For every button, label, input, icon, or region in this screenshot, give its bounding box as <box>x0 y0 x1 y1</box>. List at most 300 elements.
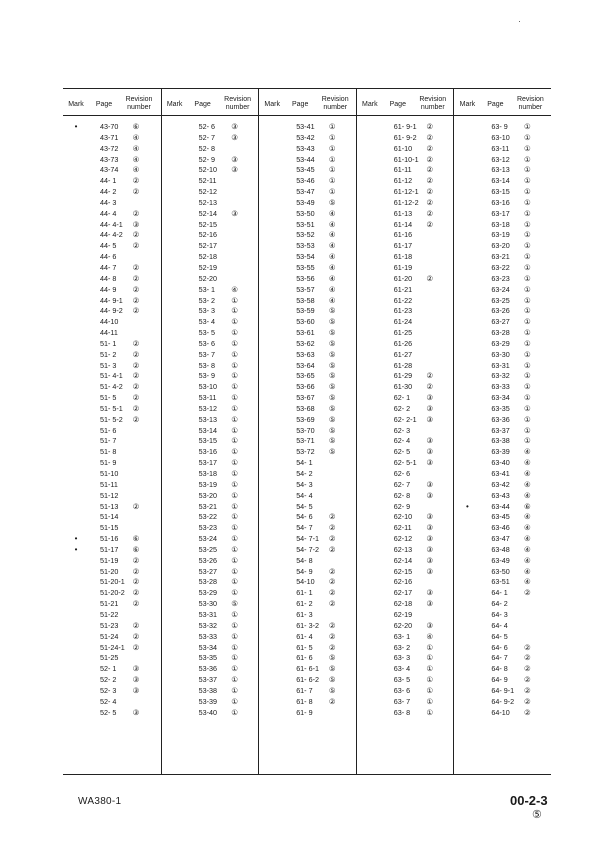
table-row <box>63 209 160 220</box>
table-row <box>357 133 454 144</box>
table-row <box>259 599 356 610</box>
page-cell: 54- 1 <box>296 458 313 468</box>
table-row <box>63 534 160 545</box>
revision-cell: ③ <box>426 534 434 544</box>
page-cell: 63-36 <box>491 414 510 424</box>
page-cell: 64- 6 <box>491 642 508 652</box>
page-cell: 51-24 <box>100 631 119 641</box>
table-row <box>162 393 259 404</box>
header-revision: Revision number <box>516 96 544 111</box>
page-cell: 52-13 <box>198 197 217 207</box>
revision-cell: ① <box>231 566 238 576</box>
page-cell: 63- 8 <box>393 707 411 717</box>
revision-cell: ④ <box>524 544 531 554</box>
header-page: Page <box>95 101 113 108</box>
table-row <box>259 241 356 252</box>
page-cell: 52-16 <box>198 230 217 240</box>
table-row <box>63 198 160 209</box>
revision-cell: ③ <box>231 122 238 131</box>
page-cell: 53-17 <box>198 458 217 468</box>
table-row <box>259 675 356 686</box>
page-cell: 62- 5 <box>393 447 411 457</box>
revision-cell: ② <box>132 360 140 370</box>
page-cell: 51- 1 <box>100 338 117 348</box>
table-row <box>454 664 551 675</box>
revision-cell: ⑤ <box>328 371 336 381</box>
page-cell: 44- 5 <box>100 241 117 251</box>
revision-cell: ③ <box>426 620 434 630</box>
header-mark: Mark <box>459 101 476 108</box>
table-row <box>357 643 454 654</box>
table-row <box>162 382 259 393</box>
page-cell: 53-22 <box>198 512 217 522</box>
revision-cell: ③ <box>231 208 238 218</box>
table-row <box>63 436 160 447</box>
page-cell: 63-20 <box>491 241 510 251</box>
table-row <box>357 382 454 393</box>
page-cell: 61- 7 <box>296 685 313 695</box>
page-cell: 63-22 <box>491 262 510 272</box>
table-column-block <box>63 88 160 774</box>
table-row <box>454 675 551 686</box>
revision-cell: ③ <box>426 447 434 457</box>
table-row <box>357 577 454 588</box>
page-cell: 63- 6 <box>393 685 411 695</box>
table-row <box>63 155 160 166</box>
page-cell: 61-16 <box>393 230 413 240</box>
page-cell: 53-20 <box>198 490 217 500</box>
revision-cell: ⑤ <box>328 360 336 370</box>
table-row <box>357 621 454 632</box>
revision-cell: ① <box>524 241 531 251</box>
table-row <box>357 491 454 502</box>
revision-cell: ② <box>328 599 336 609</box>
revision-cell: ④ <box>328 284 336 294</box>
page-cell: 64- 1 <box>491 588 508 598</box>
page-cell: 63-15 <box>491 187 510 197</box>
page-cell: 63-21 <box>491 252 510 262</box>
revision-cell: ① <box>524 219 531 229</box>
table-row <box>454 588 551 599</box>
table-row <box>454 458 551 469</box>
revision-cell: ③ <box>426 599 434 609</box>
page-cell: 53-19 <box>198 479 217 489</box>
revision-cell: ② <box>426 132 434 142</box>
revision-cell: ① <box>231 328 238 338</box>
table-row <box>63 350 160 361</box>
page-cell: 62-10 <box>393 512 413 522</box>
page-cell: 53-45 <box>296 165 315 175</box>
table-row <box>357 155 454 166</box>
table-row <box>454 632 551 643</box>
revision-cell: ② <box>132 187 140 197</box>
page-cell: 53-43 <box>296 143 315 153</box>
page-cell: 64- 9-1 <box>491 685 515 695</box>
page-cell: 54- 4 <box>296 490 313 500</box>
page-cell: 61- 5 <box>296 642 313 652</box>
page-cell: 53-26 <box>198 555 217 565</box>
page-cell: 53-56 <box>296 273 315 283</box>
table-row <box>259 534 356 545</box>
page-cell: 53-31 <box>198 609 217 619</box>
table-row <box>162 686 259 697</box>
header-revision: Revision number <box>419 96 447 111</box>
table-row <box>357 653 454 664</box>
revision-cell: ④ <box>524 566 531 576</box>
revision-cell: ② <box>328 577 336 587</box>
table-row <box>63 523 160 534</box>
page-cell: 53-46 <box>296 176 315 186</box>
table-row <box>357 220 454 231</box>
table-row <box>357 263 454 274</box>
table-row <box>63 122 160 133</box>
page-cell: 54- 3 <box>296 479 313 489</box>
table-row <box>259 230 356 241</box>
table-row <box>162 133 259 144</box>
table-row <box>454 523 551 534</box>
page-cell: 43-74 <box>100 165 119 175</box>
page-cell: 52- 4 <box>100 696 117 706</box>
page-cell: 61-10 <box>393 143 413 153</box>
table-row <box>162 122 259 133</box>
page-cell: 53- 4 <box>198 317 215 327</box>
page-cell: 52-14 <box>198 208 217 218</box>
table-row <box>454 393 551 404</box>
table-row <box>63 404 160 415</box>
table-row <box>259 653 356 664</box>
page-cell: 63-30 <box>491 349 510 359</box>
table-row <box>454 274 551 285</box>
page-cell: 52- 9 <box>198 154 215 164</box>
revision-cell: ② <box>132 642 140 652</box>
page-cell: 62- 2 <box>393 403 411 413</box>
page-cell: 53- 5 <box>198 328 215 338</box>
table-row <box>162 599 259 610</box>
revision-cell: ① <box>524 306 531 316</box>
page-cell: 52- 6 <box>198 122 215 131</box>
table-row <box>454 653 551 664</box>
page-cell: 63-49 <box>491 555 510 565</box>
revision-cell: ④ <box>524 469 531 478</box>
table-row <box>63 621 160 632</box>
page-cell: 53- 2 <box>198 295 215 305</box>
page-cell: 63-17 <box>491 208 510 218</box>
page-cell: 51-20-2 <box>100 588 125 598</box>
revision-cell: ④ <box>328 208 336 218</box>
page-cell: 53-28 <box>198 577 217 587</box>
revision-cell: ② <box>524 664 531 674</box>
page-cell: 53-12 <box>198 403 217 413</box>
page-cell: 53- 1 <box>198 284 215 294</box>
page-cell: 63- 1 <box>393 631 411 641</box>
page-cell: 53-42 <box>296 132 315 142</box>
table-row <box>259 708 356 719</box>
page-cell: 53-29 <box>198 588 217 598</box>
table-row <box>259 350 356 361</box>
table-row <box>63 382 160 393</box>
table-row <box>162 436 259 447</box>
header-revision: Revision number <box>321 96 349 111</box>
table-row <box>259 393 356 404</box>
table-row <box>63 458 160 469</box>
table-row <box>63 426 160 437</box>
footer-revision: ⑤ <box>532 809 542 821</box>
table-row <box>162 404 259 415</box>
mark-cell: • <box>465 501 469 511</box>
table-row <box>63 317 160 328</box>
revision-cell: ① <box>524 328 531 338</box>
table-row <box>357 144 454 155</box>
table-row <box>259 122 356 133</box>
table-row <box>162 339 259 350</box>
page-cell: 53-60 <box>296 317 315 327</box>
page-cell: 53-65 <box>296 371 315 381</box>
revision-cell: ② <box>328 544 336 554</box>
table-row <box>162 371 259 382</box>
table-row <box>259 133 356 144</box>
page-cell: 63-46 <box>491 523 510 533</box>
column-header <box>454 88 551 115</box>
revision-cell: ③ <box>426 393 434 403</box>
page-cell: 51- 2 <box>100 349 117 359</box>
page-cell: 62- 9 <box>393 501 411 511</box>
revision-cell: ① <box>524 273 531 283</box>
table-row <box>63 491 160 502</box>
page-cell: 53-24 <box>198 534 217 544</box>
table-row <box>357 675 454 686</box>
revision-cell: ① <box>524 371 531 381</box>
revision-cell: ① <box>524 284 531 294</box>
revision-cell: ① <box>231 642 238 652</box>
page-cell: 51-11 <box>100 479 118 489</box>
table-row <box>162 523 259 534</box>
revision-cell: ⑤ <box>328 425 336 435</box>
table-row <box>357 610 454 621</box>
column-header <box>162 88 259 115</box>
table-row <box>454 176 551 187</box>
page-cell: 61-12-2 <box>393 197 419 207</box>
revision-cell: ② <box>132 414 140 424</box>
revision-cell: ① <box>231 490 238 500</box>
revision-cell: ① <box>231 436 238 446</box>
revision-cell: ① <box>231 371 238 381</box>
table-row <box>259 512 356 523</box>
revision-cell: ① <box>524 187 531 197</box>
table-row <box>259 556 356 567</box>
page-cell: 63-42 <box>491 479 510 489</box>
table-row <box>63 567 160 578</box>
table-row <box>454 436 551 447</box>
table-row <box>259 263 356 274</box>
revision-cell: ② <box>426 208 434 218</box>
table-row <box>357 415 454 426</box>
page-cell: 44- 6 <box>100 252 117 262</box>
column-header <box>63 88 160 115</box>
page-cell: 51- 5 <box>100 393 117 403</box>
table-row <box>357 339 454 350</box>
revision-cell: ② <box>132 577 140 587</box>
revision-cell: ③ <box>426 458 434 468</box>
table-row <box>63 632 160 643</box>
revision-cell: ① <box>231 588 238 598</box>
page-cell: 63-32 <box>491 371 510 381</box>
table-row <box>63 328 160 339</box>
table-row <box>259 165 356 176</box>
page-cell: 52- 7 <box>198 132 215 142</box>
revision-cell: ① <box>328 154 336 164</box>
revision-cell: ① <box>524 252 531 262</box>
table-row <box>454 534 551 545</box>
page-cell: 61- 3 <box>296 609 313 619</box>
revision-cell: ① <box>328 132 336 142</box>
page-cell: 53-38 <box>198 685 217 695</box>
page-cell: 62- 7 <box>393 479 411 489</box>
revision-cell: ② <box>524 685 531 695</box>
page-cell: 62- 2-1 <box>393 414 417 424</box>
page-cell: 53-37 <box>198 675 217 685</box>
revision-cell: ① <box>426 696 434 706</box>
revision-cell: ① <box>231 534 238 544</box>
page-cell: 63-48 <box>491 544 510 554</box>
table-row <box>259 285 356 296</box>
revision-cell: ① <box>231 317 238 327</box>
table-row <box>259 328 356 339</box>
table-row <box>162 165 259 176</box>
header-mark: Mark <box>264 101 280 108</box>
page-cell: 51-22 <box>100 609 119 619</box>
header-mark: Mark <box>166 101 183 108</box>
revision-cell: ① <box>231 555 238 565</box>
revision-cell: ② <box>132 403 140 413</box>
page-cell: 51- 4-1 <box>100 371 123 381</box>
page-cell: 53-36 <box>198 664 217 674</box>
revision-cell: ① <box>328 165 336 175</box>
revision-cell: ① <box>231 403 238 413</box>
table-row <box>454 198 551 209</box>
table-row <box>357 534 454 545</box>
table-row <box>259 447 356 458</box>
table-row <box>259 198 356 209</box>
table-row <box>162 458 259 469</box>
table-row <box>259 361 356 372</box>
revision-cell: ⑤ <box>328 393 336 403</box>
revision-cell: ① <box>328 176 336 186</box>
page-cell: 63-23 <box>491 273 510 283</box>
revision-cell: ① <box>231 577 238 587</box>
page-cell: 61-19 <box>393 262 413 272</box>
revision-cell: ① <box>524 262 531 272</box>
table-row <box>162 350 259 361</box>
table-row <box>63 306 160 317</box>
revision-cell: ① <box>231 609 238 619</box>
page-cell: 51-20 <box>100 566 119 576</box>
page-cell: 44-11 <box>100 328 118 338</box>
revision-cell: ② <box>132 306 140 316</box>
page-cell: 51- 9 <box>100 458 117 468</box>
page-cell: 53-23 <box>198 523 217 533</box>
revision-cell: ① <box>231 295 238 305</box>
revision-cell: ② <box>132 262 140 272</box>
page-cell: 63-19 <box>491 230 510 240</box>
page-cell: 53-11 <box>198 393 217 403</box>
table-row <box>357 556 454 567</box>
table-row <box>63 577 160 588</box>
page-cell: 51-10 <box>100 469 119 478</box>
page-cell: 63-14 <box>491 176 510 186</box>
page-cell: 54- 5 <box>296 501 313 511</box>
page-cell: 61- 4 <box>296 631 313 641</box>
table-row <box>63 393 160 404</box>
page-cell: 44- 4-1 <box>100 219 123 229</box>
table-row <box>357 328 454 339</box>
page-cell: 63-16 <box>491 197 510 207</box>
table-row <box>357 426 454 437</box>
revision-cell: ④ <box>328 262 336 272</box>
page-cell: 51-13 <box>100 501 119 511</box>
revision-cell: ① <box>524 208 531 218</box>
table-row <box>357 545 454 556</box>
page-cell: 63-37 <box>491 425 510 435</box>
revision-cell: ① <box>231 349 238 359</box>
revision-cell: ④ <box>524 458 531 468</box>
revision-cell: ② <box>132 382 140 392</box>
revision-cell: ① <box>524 425 531 435</box>
page-cell: 64- 9-2 <box>491 696 515 706</box>
revision-cell: ③ <box>132 219 140 229</box>
revision-cell: ③ <box>426 566 434 576</box>
revision-cell: ② <box>132 555 140 565</box>
table-row <box>259 610 356 621</box>
page-cell: 53-62 <box>296 338 315 348</box>
table-row <box>357 176 454 187</box>
revision-cell: ② <box>328 620 336 630</box>
page-cell: 53-59 <box>296 306 315 316</box>
page-cell: 61- 1 <box>296 588 313 598</box>
table-row <box>454 350 551 361</box>
page-cell: 63- 3 <box>393 653 411 663</box>
page-cell: 63-31 <box>491 360 510 370</box>
page-cell: 63-39 <box>491 447 510 457</box>
revision-cell: ② <box>132 230 140 240</box>
table-row <box>454 502 551 513</box>
revision-cell: ① <box>231 338 238 348</box>
page-cell: 63-35 <box>491 403 510 413</box>
table-row <box>357 523 454 534</box>
footer-page-number: 00-2-3 <box>510 793 548 808</box>
revision-cell: ④ <box>231 284 238 294</box>
table-row <box>357 588 454 599</box>
mark-cell: • <box>74 544 78 554</box>
revision-cell: ① <box>231 620 238 630</box>
table-row <box>162 708 259 719</box>
page-cell: 63-11 <box>491 143 510 153</box>
revision-cell: ① <box>231 469 238 478</box>
table-row <box>259 426 356 437</box>
table-row <box>162 198 259 209</box>
page-cell: 62-14 <box>393 555 413 565</box>
page-cell: 63-18 <box>491 219 510 229</box>
revision-cell: ④ <box>524 577 531 587</box>
table-row <box>454 567 551 578</box>
page-cell: 63-51 <box>491 577 510 587</box>
table-row <box>63 664 160 675</box>
table-row <box>454 306 551 317</box>
revision-cell: ② <box>426 154 434 164</box>
page-cell: 62-19 <box>393 609 413 619</box>
revision-cell: ③ <box>426 523 434 533</box>
table-row <box>357 502 454 513</box>
page-cell: 53-66 <box>296 382 315 392</box>
